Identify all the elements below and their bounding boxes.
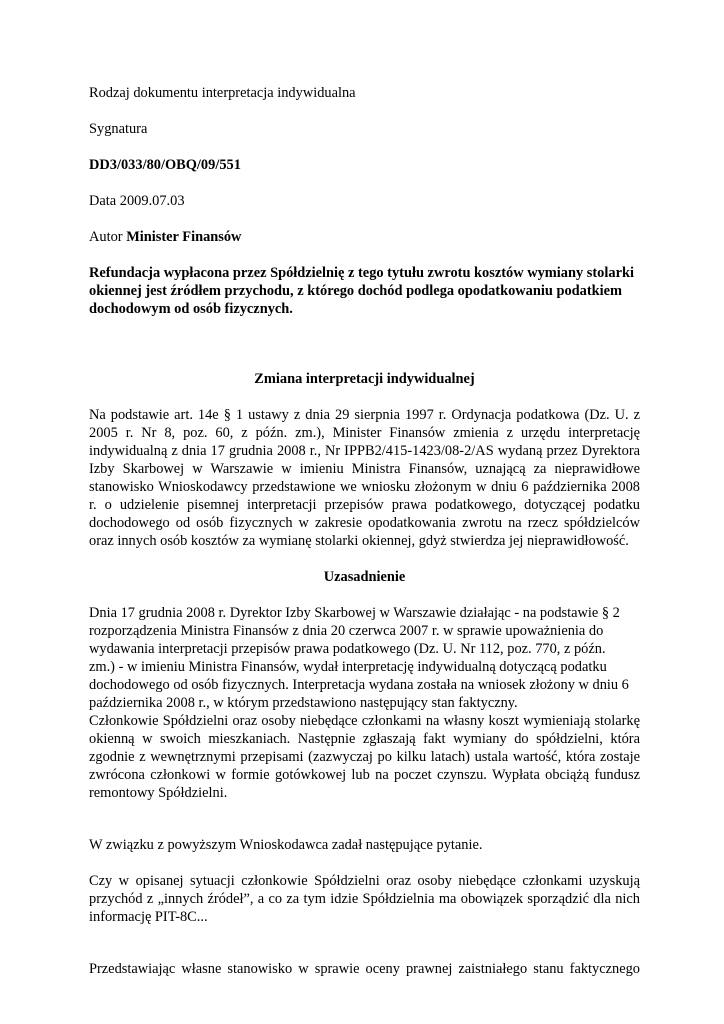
justification-line: Dnia 17 grudnia 2008 r. Dyrektor Izby Skarbowej w Warszawie działając - na podstawie § 2 [89,605,620,621]
justification-line: zm.) - w imieniu Ministra Finansów, wydał interpretację indywidualną dotyczącą podatku [89,659,607,675]
thesis: Refundacja wypłacona przez Spółdzielnię z tego tytułu zwrotu kosztów wymiany stolarki okiennej jest źródłem przychodu, z którego dochód podlega opodatkowaniu podatkiem dochodowym od osób fizycznych. [89,265,634,317]
doc-type-label: Rodzaj dokumentu [89,85,199,101]
justification-line: rozporządzenia Ministra Finansów z dnia 20 czerwca 2007 r. w sprawie upoważnienia do [89,623,604,639]
author-line [89,228,640,246]
justification-line: dochodowego od osób fizycznych. Interpretacja wydana została na wniosek złożony w dniu 6 [89,677,629,693]
question-intro: W związku z powyższym Wnioskodawca zadał następujące pytanie. [89,837,483,853]
justification-line: wydawania interpretacji przepisów prawa podatkowego (Dz. U. Nr 112, poz. 770, z późn. [89,641,606,657]
doc-type-line [89,84,640,102]
date-value: 2009.07.03 [119,193,185,209]
justification-paragraph-2: Członkowie Spółdzielni oraz osoby niebędące członkami na własny koszt wymieniają stolarkę okienną w swoich mieszkaniach. Następnie zgłaszają fakt wymiany do spółdzielni, która zgodnie z wewnętrznymi przepisami (zazwyczaj po kilku latach) ustala wartość, która zostaje zwrócona członkowi w formie gotówkowej lub na poczet czynszu. Wypłata obciążą fundusz remontowy Spółdzielni. [89,713,640,801]
document-content [89,84,640,978]
section-heading-change: Zmiana interpretacji indywidualnej [254,371,475,387]
author-value: Minister Finansów [126,229,242,245]
section-heading-justification: Uzasadnienie [323,569,406,585]
change-paragraph: Na podstawie art. 14e § 1 ustawy z dnia 29 sierpnia 1997 r. Ordynacja podatkowa (Dz. U. z 2005 r. Nr 8, poz. 60, z późn. zm.), Minister Finansów zmienia z urzędu interpretację indywidualną z dnia 17 grudnia 2008 r., Nr IPPB2/415-1423/08-2/AS wydaną przez Dyrektora Izby Skarbowej w Warszawie w imieniu Ministra Finansów, uznającą za nieprawidłowe stanowisko Wnioskodawcy przedstawione we wniosku złożonym w dniu 6 października 2008 r. o udzielenie pisemnej interpretacji przepisów prawa podatkowego, dotyczącej podatku dochodowego od osób fizycznych w zakresie opodatkowania zwrotu na rzecz spółdzielców oraz innych osób kosztów za wymianę stolarki okiennej, gdyż stwierdza jej nieprawidłowość. [89,407,640,549]
signature-value: DD3/033/80/OBQ/09/551 [89,157,241,173]
position-start: Przedstawiając własne stanowisko w sprawie oceny prawnej zaistniałego stanu faktycznego [89,961,640,977]
question: Czy w opisanej sytuacji członkowie Spółdzielni oraz osoby niebędące członkami uzyskują przychód z „innych źródeł”, a co za tym idzie Spółdzielnia ma obowiązek sporządzić dla nich informację PIT-8C... [89,873,640,925]
signature-label: Sygnatura [89,121,148,137]
date-label: Data [89,193,117,209]
justification-paragraph-1 [89,604,640,712]
date-line [89,192,640,210]
justification-line: października 2008 r., w którym przedstawiono następujący stan faktyczny. [89,695,518,711]
author-label: Autor [89,229,123,245]
doc-type-value: interpretacja indywidualna [201,85,356,101]
